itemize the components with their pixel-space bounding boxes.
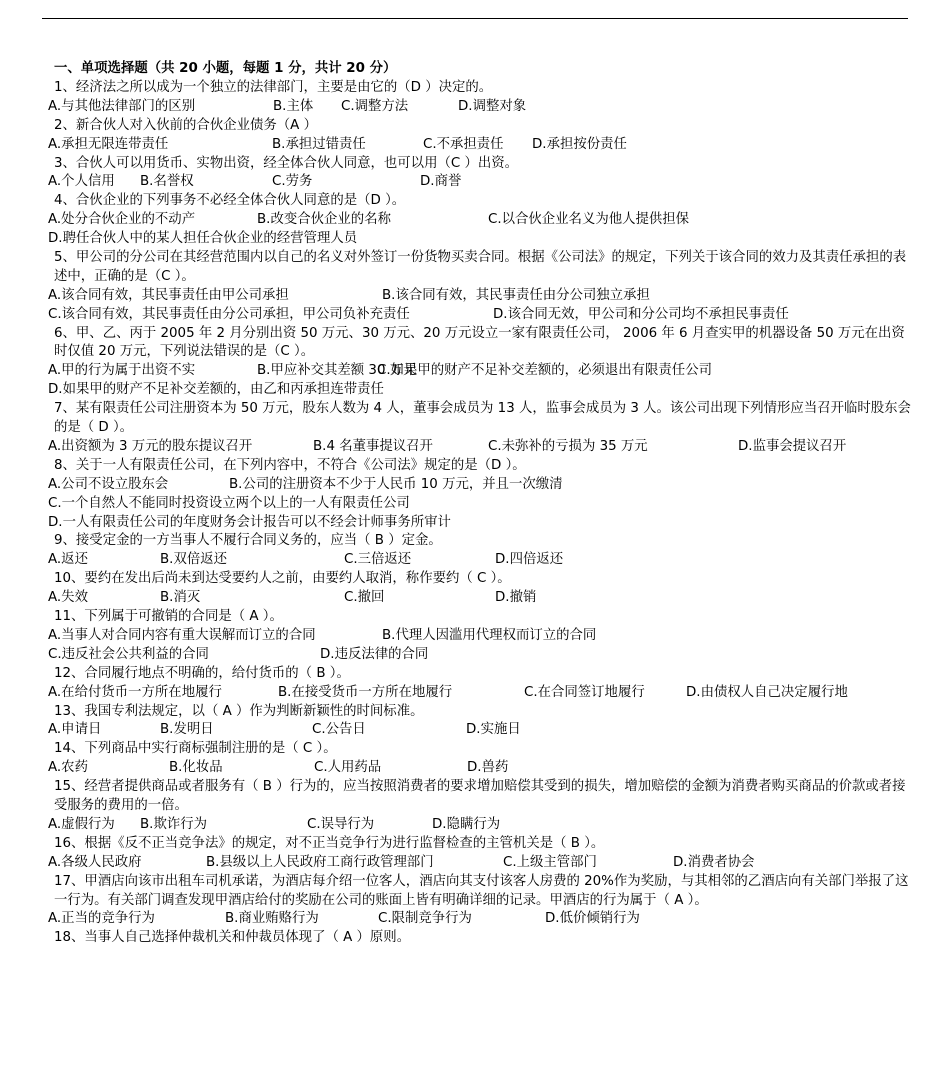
question-6: 6、甲、乙、丙于 2005 年 2 月分别出资 50 万元、30 万元、20 万元设立一家有限责任公司， 2006 年 6 月查实甲的机器设备 50 万元在出资时仅值 20 万元，下列说法错误的是（C ）。 [54, 325, 905, 360]
option: B.甲应补交其差额 30 万元 [257, 363, 417, 379]
option: B.主体 [273, 98, 314, 114]
exam-content [48, 60, 918, 948]
option: A.个人信用 [48, 174, 115, 190]
question-3-options [48, 173, 918, 192]
question-11-options [48, 646, 918, 665]
question-4: 4、合伙企业的下列事务不必经全体合伙人同意的是（D ）。 [54, 193, 406, 209]
option: A.公司不设立股东会 [48, 476, 169, 492]
option: C.公告日 [312, 722, 366, 738]
question-16-options [48, 854, 918, 873]
question-8-options [48, 495, 918, 514]
question-11: 11、下列属于可撤销的合同是（ A ）。 [54, 609, 283, 625]
option: D.违反法律的合同 [320, 646, 429, 662]
option: B.该合同有效，其民事责任由分公司独立承担 [382, 287, 650, 303]
option: A.出资额为 3 万元的股东提议召开 [48, 438, 253, 454]
option: C.三倍返还 [344, 552, 412, 568]
option: B.双倍返还 [160, 552, 228, 568]
question-13-options [48, 721, 918, 740]
option: A.该合同有效，其民事责任由甲公司承担 [48, 287, 289, 303]
question-12-options [48, 684, 918, 703]
option: B.发明日 [160, 722, 214, 738]
question-5-options [48, 306, 918, 325]
question-12: 12、合同履行地点不明确的，给付货币的（ B ）。 [54, 665, 350, 681]
option: B.县级以上人民政府工商行政管理部门 [206, 854, 434, 870]
option: D.低价倾销行为 [545, 911, 640, 927]
option: A.在给付货币一方所在地履行 [48, 684, 222, 700]
question-17: 17、甲酒店向该市出租车司机承诺，为酒店每介绍一位客人，酒店向其支付该客人房费的 20%作为奖励，与其相邻的乙酒店向有关部门举报了这一行为。有关部门调查发现甲酒店给付的奖励在公司的账面上皆有明确详细的记录。甲酒店的行为属于（ A ）。 [54, 873, 909, 908]
option: D.聘任合伙人中的某人担任合伙企业的经营管理人员 [48, 231, 358, 247]
option: C.撤回 [344, 590, 385, 606]
option: C.如果甲的财产不足补交差额的，必须退出有限责任公司 [377, 363, 712, 379]
option: B.代理人因滥用代理权而订立的合同 [382, 627, 597, 643]
question-4-options [48, 230, 918, 249]
option: A.甲的行为属于出资不实 [48, 363, 196, 379]
question-18: 18、当事人自己选择仲裁机关和仲裁员体现了（ A ）原则。 [54, 930, 411, 946]
option: A.失效 [48, 590, 88, 606]
question-15-options [48, 816, 918, 835]
option: C.违反社会公共利益的合同 [48, 646, 209, 662]
question-1: 1、经济法之所以成为一个独立的法律部门，主要是由它的（D ）决定的。 [54, 79, 493, 95]
option: A.处分合伙企业的不动产 [48, 212, 196, 228]
option: D.调整对象 [458, 98, 527, 114]
question-9: 9、接受定金的一方当事人不履行合同义务的，应当（ B ）定金。 [54, 533, 442, 549]
option: B.欺诈行为 [140, 816, 208, 832]
option: D.由债权人自己决定履行地 [686, 684, 848, 700]
option: B.化妆品 [169, 760, 223, 776]
question-9-options [48, 551, 918, 570]
question-1-options [48, 98, 918, 117]
question-14-options [48, 759, 918, 778]
option: D.商誉 [420, 174, 462, 190]
option: A.申请日 [48, 722, 102, 738]
header-rule [42, 18, 908, 19]
question-14: 14、下列商品中实行商标强制注册的是（ C ）。 [54, 741, 337, 757]
option: B.在接受货币一方所在地履行 [278, 684, 453, 700]
option: C.该合同有效，其民事责任由分公司承担，甲公司负补充责任 [48, 306, 410, 322]
option: A.与其他法律部门的区别 [48, 98, 196, 114]
option: D.如果甲的财产不足补交差额的，由乙和丙承担连带责任 [48, 382, 384, 398]
option: C.未弥补的亏损为 35 万元 [488, 438, 648, 454]
question-8: 8、关于一人有限责任公司，在下列内容中，不符合《公司法》规定的是（D ）。 [54, 457, 526, 473]
option: A.返还 [48, 552, 88, 568]
option: B.公司的注册资本不少于人民币 10 万元，并且一次缴清 [229, 476, 563, 492]
question-8-options [48, 476, 918, 495]
option: D.承担按份责任 [532, 136, 627, 152]
question-2-options [48, 136, 918, 155]
option: D.兽药 [467, 760, 509, 776]
option: B.改变合伙企业的名称 [257, 212, 391, 228]
question-13: 13、我国专利法规定，以（ A ）作为判断新颖性的时间标准。 [54, 703, 424, 719]
question-6-options [48, 381, 918, 400]
question-7: 7、某有限责任公司注册资本为 50 万元，股东人数为 4 人，董事会成员为 13 人，监事会成员为 3 人。该公司出现下列情形应当召开临时股东会的是（ D ）。 [54, 401, 911, 436]
option: D.实施日 [466, 722, 521, 738]
question-15: 15、经营者提供商品或者服务有（ B ）行为的，应当按照消费者的要求增加赔偿其受到的损失，增加赔偿的金额为消费者购买商品的价款或者接受服务的费用的一倍。 [54, 779, 906, 814]
option: C.一个自然人不能同时投资设立两个以上的一人有限责任公司 [48, 495, 410, 511]
option: C.调整方法 [341, 98, 409, 114]
option: B.商业贿赂行为 [225, 911, 319, 927]
question-list [48, 79, 918, 948]
option: D.四倍返还 [495, 552, 564, 568]
question-7-options [48, 438, 918, 457]
option: C.以合伙企业名义为他人提供担保 [488, 212, 690, 228]
option: D.该合同无效，甲公司和分公司均不承担民事责任 [493, 306, 789, 322]
question-3: 3、合伙人可以用货币、实物出资，经全体合伙人同意，也可以用（C ）出资。 [54, 155, 519, 171]
question-10: 10、要约在发出后尚未到达受要约人之前，由要约人取消，称作要约（ C ）。 [54, 571, 511, 587]
question-6-options [48, 362, 918, 381]
option: C.不承担责任 [423, 136, 504, 152]
option: C.人用药品 [314, 760, 382, 776]
option: D.一人有限责任公司的年度财务会计报告可以不经会计师事务所审计 [48, 514, 451, 530]
question-2: 2、新合伙人对入伙前的合伙企业债务（A ） [54, 117, 317, 133]
option: D.监事会提议召开 [738, 438, 847, 454]
question-4-options [48, 211, 918, 230]
option: C.误导行为 [307, 816, 375, 832]
option: D.隐瞒行为 [432, 816, 501, 832]
question-11-options [48, 627, 918, 646]
option: B.4 名董事提议召开 [313, 438, 433, 454]
option: C.劳务 [272, 174, 313, 190]
question-5-options [48, 287, 918, 306]
option: A.正当的竞争行为 [48, 911, 155, 927]
option: A.当事人对合同内容有重大误解而订立的合同 [48, 627, 316, 643]
option: A.各级人民政府 [48, 854, 142, 870]
option: A.农药 [48, 760, 88, 776]
option: C.上级主管部门 [503, 854, 597, 870]
option: A.承担无限连带责任 [48, 136, 169, 152]
option: D.消费者协会 [673, 854, 755, 870]
option: A.虚假行为 [48, 816, 115, 832]
question-8-options [48, 514, 918, 533]
question-17-options [48, 910, 918, 929]
question-10-options [48, 589, 918, 608]
option: B.消灭 [160, 590, 201, 606]
option: B.承担过错责任 [272, 136, 366, 152]
question-5: 5、甲公司的分公司在其经营范围内以自己的名义对外签订一份货物买卖合同。根据《公司法》的规定，下列关于该合同的效力及其责任承担的表述中，正确的是（C ）。 [54, 249, 907, 284]
option: C.限制竞争行为 [378, 911, 472, 927]
option: D.撤销 [495, 590, 537, 606]
question-16: 16、根据《反不正当竞争法》的规定，对不正当竞争行为进行监督检查的主管机关是（ B ）。 [54, 835, 605, 851]
option: C.在合同签订地履行 [524, 684, 645, 700]
section-title: 一、单项选择题（共 20 小题，每题 1 分，共计 20 分） [54, 61, 397, 76]
option: B.名誉权 [140, 174, 194, 190]
